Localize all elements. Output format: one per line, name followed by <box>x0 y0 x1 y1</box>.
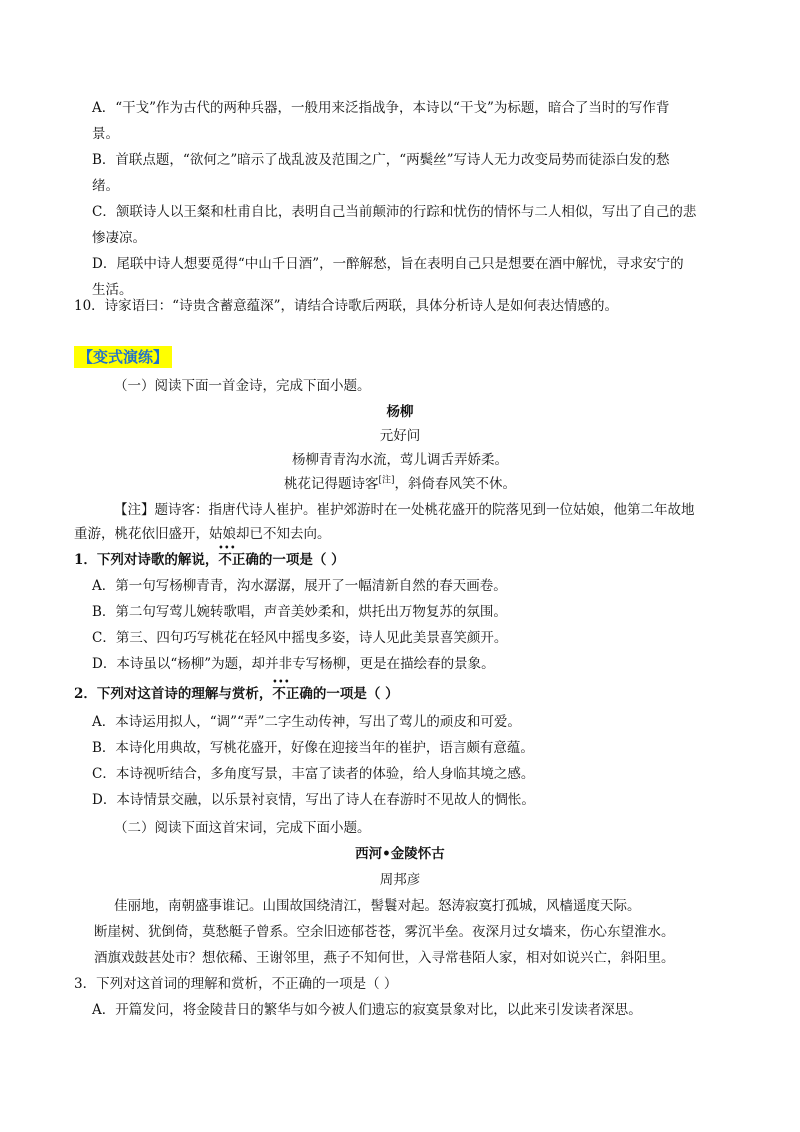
q1-stem-post: 的一项是（ ） <box>258 552 345 568</box>
q1-stem <box>74 552 345 570</box>
q1-stem-emphasis: 不正确 • • • <box>218 552 259 570</box>
poem1-title: 杨柳 <box>386 404 414 420</box>
q1-option-c: C．第三、四句巧写桃花在轻风中摇曳多姿，诗人见此美景喜笑颜开。 <box>92 630 508 646</box>
q1-stem-pre: 1．下列对诗歌的解说， <box>74 552 219 568</box>
q3-option-a: A．开篇发问，将金陵昔日的繁华与如今被人们遗忘的寂寞景象对比，以此来引发读者深思。 <box>92 1002 642 1018</box>
q9-option-d-line2: 生活。 <box>92 282 133 298</box>
q2-stem <box>74 686 399 704</box>
q9-option-c-line2: 惨凄凉。 <box>92 230 146 246</box>
poem1-note-line1: 【注】题诗客：指唐代诗人崔护。崔护郊游时在一处桃花盛开的院落见到一位姑娘，他第二年故地 <box>114 502 695 518</box>
q9-option-a-line1: A．“干戈”作为古代的两种兵器，一般用来泛指战争，本诗以“干戈”为标题，暗合了当时的写作背 <box>92 100 670 116</box>
q9-option-b-line1: B．首联点题，“欲何之”暗示了战乱波及范围之广，“两鬓丝”写诗人无力改变局势而徒添白发的愁 <box>92 152 670 168</box>
section1-intro: （一）阅读下面一首金诗，完成下面小题。 <box>114 378 371 394</box>
poem2-line1: 佳丽地，南朝盛事谁记。山围故国绕清江，髻鬟对起。怒涛寂寞打孤城，风樯遥度天际。 <box>114 898 641 914</box>
q9-option-d-line1: D．尾联中诗人想要觅得“中山千日酒”，一醉解愁，旨在表明自己只是想要在酒中解忧，寻求安宁的 <box>92 256 684 272</box>
poem1-line1: 杨柳青青沟水流，莺儿调舌弄娇柔。 <box>292 452 508 468</box>
poem2-author: 周邦彦 <box>379 872 421 888</box>
poem1-author: 元好问 <box>379 428 421 444</box>
poem1-line2-pre: 桃花记得题诗客 <box>283 476 379 492</box>
q9-option-b-line2: 绪。 <box>92 178 119 194</box>
poem1-note-line2: 重游，桃花依旧盛开，姑娘却已不知去向。 <box>74 526 331 542</box>
poem2-title: 西河•金陵怀古 <box>355 846 445 862</box>
q2-option-b: B．本诗化用典故，写桃花盛开，好像在迎接当年的崔护，语言颇有意蕴。 <box>92 740 534 756</box>
q9-option-c-line1: C．颔联诗人以王粲和杜甫自比，表明自己当前颠沛的行踪和忧伤的情怀与二人相似，写出了自己的悲 <box>92 204 697 220</box>
q2-option-a: A．本诗运用拟人，“调”“弄”二字生动传神，写出了莺儿的顽皮和可爱。 <box>92 714 521 730</box>
section-banner: 【变式演练】 <box>74 346 172 368</box>
q1-option-d: D．本诗虽以“杨柳”为题，却并非专写杨柳，更是在描绘春的景象。 <box>92 656 495 672</box>
section2-intro: （二）阅读下面这首宋词，完成下面小题。 <box>114 820 371 836</box>
q2-option-c: C．本诗视听结合，多角度写景，丰富了读者的体验，给人身临其境之感。 <box>92 766 535 782</box>
q1-option-a: A．第一句写杨柳青青，沟水潺潺，展开了一幅清新自然的春天画卷。 <box>92 578 507 594</box>
q9-option-a-line2: 景。 <box>92 126 119 142</box>
poem2-line3: 酒旗戏鼓甚处市？想依稀、王谢邻里，燕子不知何世，入寻常巷陌人家，相对如说兴亡，斜阳里。 <box>94 950 675 966</box>
q10-stem: 10．诗家语曰：“诗贵含蓄意蕴深”，请结合诗歌后两联，具体分析诗人是如何表达情感的。 <box>74 298 618 314</box>
q2-stem-emphasis: 不正确 • • • <box>272 686 313 704</box>
q3-stem: 3．下列对这首词的理解和赏析，不正确的一项是（ ） <box>74 976 398 992</box>
poem1-line2 <box>0 476 800 494</box>
q2-stem-post: 的一项是（ ） <box>312 686 399 702</box>
q2-option-d: D．本诗情景交融，以乐景衬哀情，写出了诗人在春游时不见故人的惆怅。 <box>92 792 535 808</box>
q1-option-b: B．第二句写莺儿婉转歌唱，声音美妙柔和，烘托出万物复苏的氛围。 <box>92 604 507 620</box>
q2-stem-pre: 2．下列对这首诗的理解与赏析， <box>74 686 273 702</box>
poem1-line2-post: ，斜倚春风笑不休。 <box>394 476 517 492</box>
poem1-note-marker: [注] <box>378 475 395 486</box>
poem2-line2: 断崖树、犹倒倚，莫愁艇子曾系。空余旧迹郁苍苍，雾沉半垒。夜深月过女墙来，伤心东望淮水。 <box>94 924 675 940</box>
